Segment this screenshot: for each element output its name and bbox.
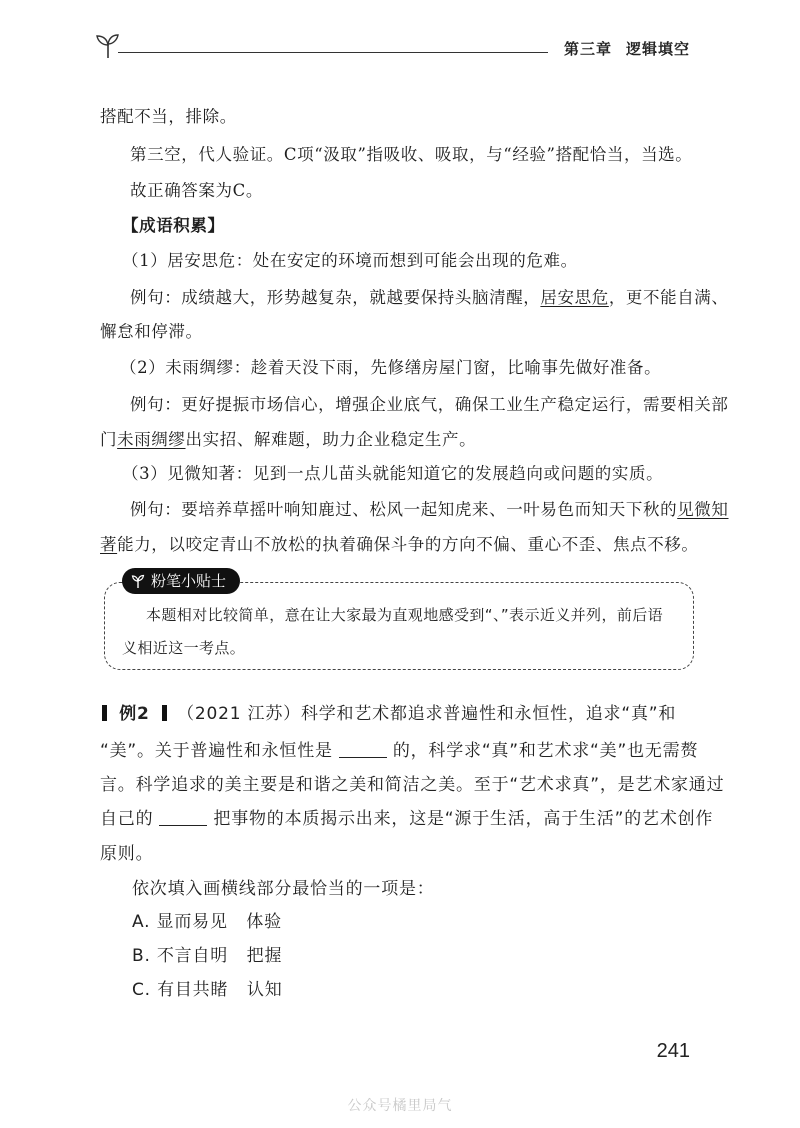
answer-blank-2 <box>159 809 207 826</box>
tip-badge <box>122 568 240 594</box>
idiom-2-definition: （2）未雨绸缪：趁着天没下雨，先修缮房屋门窗，比喻事先做好准备。 <box>120 358 662 377</box>
example-text: ，更不能自满、 <box>608 288 729 307</box>
chapter-number: 第三章 <box>563 40 612 58</box>
chapter-title: 逻辑填空 <box>625 40 690 58</box>
sprout-icon <box>92 30 124 60</box>
idiom-underlined: 未雨绸缪 <box>117 430 186 449</box>
question-text: 自己的 <box>100 809 154 829</box>
example-question-line-2 <box>100 740 698 762</box>
body-line-2: 第三空，代人验证。C项“汲取”指吸收、吸取，与“经验”搭配恰当，当选。 <box>130 145 693 164</box>
idiom-2-example-cont <box>100 429 476 451</box>
idiom-3-example <box>130 499 729 521</box>
tip-title: 粉笔小贴士 <box>151 572 227 590</box>
example-text: 例句：要培养草摇叶响知鹿过、松风一起知虎来、一叶易色而知天下秋的 <box>130 500 678 519</box>
body-line-1: 搭配不当，排除。 <box>100 107 237 126</box>
idiom-1-example <box>130 287 729 309</box>
option-a: A. 显而易见 体验 <box>132 912 282 932</box>
idiom-3-definition: （3）见微知著：见到一点儿苗头就能知道它的发展趋向或问题的实质。 <box>122 464 664 483</box>
idiom-underlined: 居安思危 <box>540 288 609 307</box>
answer-blank-1 <box>339 741 387 758</box>
question-text: （2021 江苏）科学和艺术都追求普遍性和永恒性，追求“真”和 <box>177 704 677 724</box>
example-question-line-5: 原则。 <box>100 844 154 864</box>
option-c: C. 有目共睹 认知 <box>132 980 283 1000</box>
body-line-3: 故正确答案为C。 <box>130 181 263 200</box>
tip-line-2: 义相近这一考点。 <box>122 639 246 657</box>
question-text: “美”。关于普遍性和永恒性是 <box>100 741 333 761</box>
example-question-line-3: 言。科学追求的美主要是和谐之美和简洁之美。至于“艺术求真”，是艺术家通过 <box>100 775 725 795</box>
example-text: 能力，以咬定青山不放松的执着确保斗争的方向不偏、重心不歪、焦点不移。 <box>117 535 699 554</box>
question-prompt: 依次填入画横线部分最恰当的一项是： <box>132 879 435 899</box>
example-question-line-1 <box>102 703 676 725</box>
example-text: 出实招、解难题，助力企业稳定生产。 <box>185 430 477 449</box>
header-rule <box>118 52 548 53</box>
idiom-1-definition: （1）居安思危：处在安定的环境而想到可能会出现的危难。 <box>122 251 578 270</box>
example-marker-left <box>102 705 107 721</box>
sprout-icon <box>130 573 146 589</box>
tip-line-1: 本题相对比较简单，意在让大家最为直观地感受到“、”表示近义并列，前后语 <box>146 606 664 624</box>
chapter-header <box>564 38 690 59</box>
example-label: 例2 <box>119 704 150 724</box>
idiom-3-example-cont <box>100 534 699 556</box>
example-text: 门 <box>100 430 118 449</box>
example-marker-right <box>162 705 167 721</box>
question-text: 的，科学求“真”和艺术求“美”也无需赘 <box>392 741 699 761</box>
question-text: 把事物的本质揭示出来，这是“源于生活，高于生活”的艺术创作 <box>213 809 714 829</box>
example-question-line-4 <box>100 808 713 830</box>
idiom-2-example: 例句：更好提振市场信心，增强企业底气，确保工业生产稳定运行，需要相关部 <box>130 395 729 414</box>
watermark: 公众号橘里局气 <box>347 1098 453 1114</box>
option-b: B. 不言自明 把握 <box>132 946 283 966</box>
idiom-underlined: 见微知 <box>677 500 729 519</box>
idiom-underlined: 著 <box>100 535 118 554</box>
idiom-1-example-cont: 懈怠和停滞。 <box>100 322 203 341</box>
section-heading: 【成语积累】 <box>122 216 225 235</box>
page-number: 241 <box>656 1040 690 1062</box>
example-text: 例句：成绩越大，形势越复杂，就越要保持头脑清醒， <box>130 288 541 307</box>
